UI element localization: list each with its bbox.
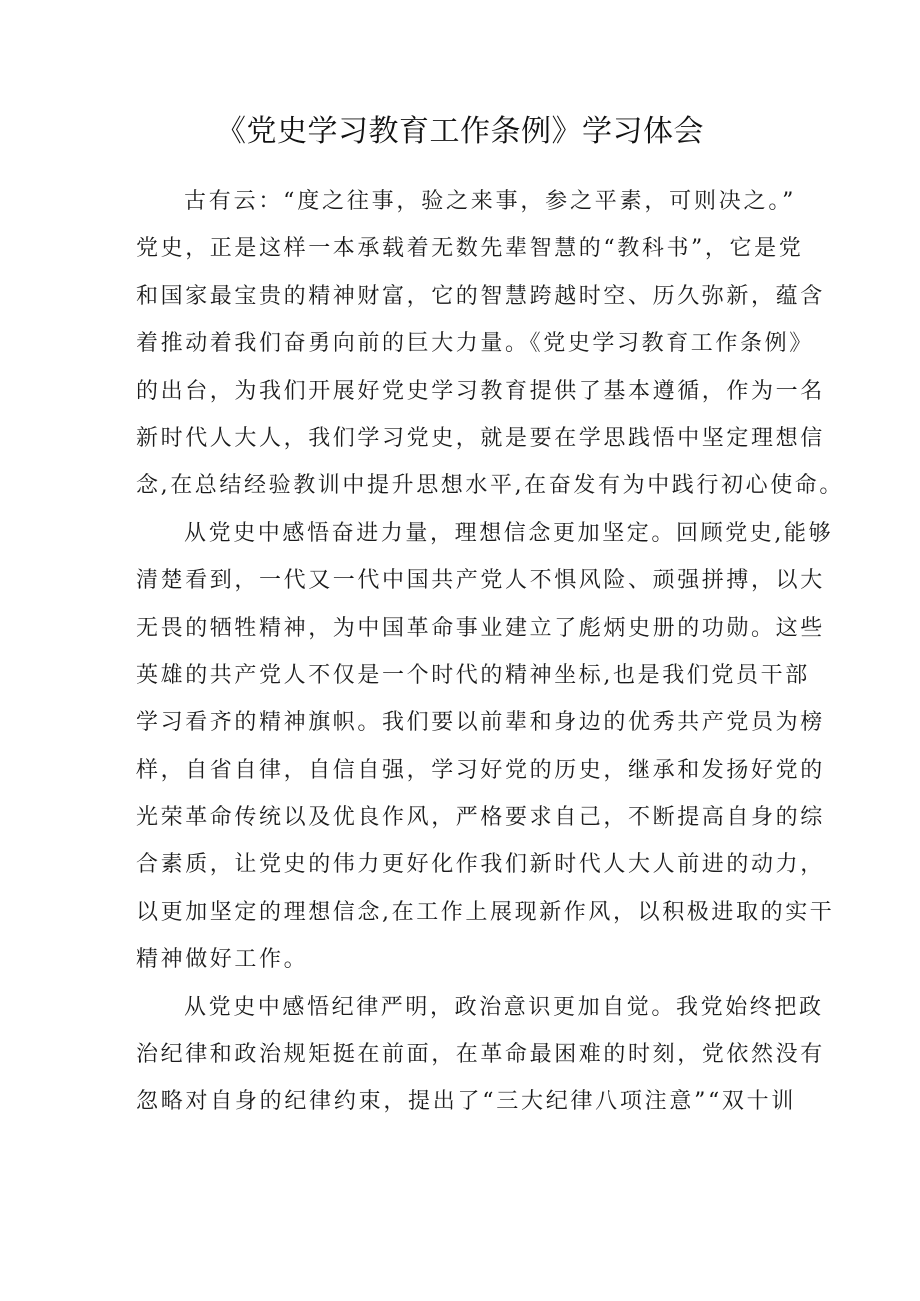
paragraph-2 bbox=[136, 510, 835, 984]
text-line: 党史，正是这样一本承载着无数先辈智慧的“教科书”，它是党 bbox=[136, 236, 804, 262]
document-title: 《党史学习教育工作条例》学习体会 bbox=[216, 114, 704, 149]
text-line: 治纪律和政治规矩挺在前面，在革命最困难的时刻，党依然没有 bbox=[136, 1042, 825, 1068]
text-line: 从党史中感悟纪律严明，政治意识更加自觉。我党始终把政 bbox=[184, 994, 824, 1020]
text-line: 清楚看到，一代又一代中国共产党人不惧风险、顽强拼搏，以大 bbox=[136, 568, 825, 594]
text-line: 样，自省自律，自信自强，学习好党的历史，继承和发扬好党的 bbox=[136, 757, 825, 783]
text-line: 从党史中感悟奋进力量，理想信念更加坚定。回顾党史,能够 bbox=[184, 520, 834, 546]
text-line: 合素质，让党史的伟力更好化作我们新时代人大人前进的动力， bbox=[136, 852, 825, 878]
text-line: 着推动着我们奋勇向前的巨大力量。《党史学习教育工作条例》 bbox=[136, 331, 814, 357]
text-line: 无畏的牺牲精神，为中国革命事业建立了彪炳史册的功勋。这些 bbox=[136, 615, 825, 641]
text-line: 的出台，为我们开展好党史学习教育提供了基本遵循，作为一名 bbox=[136, 378, 825, 404]
text-line: 新时代人大人，我们学习党史，就是要在学思践悟中坚定理想信 bbox=[136, 425, 825, 451]
text-line: 念,在总结经验教训中提升思想水平,在奋发有为中践行初心使命。 bbox=[136, 473, 844, 499]
paragraph-3 bbox=[136, 984, 825, 1126]
text-line: 古有云：“度之往事，验之来事，参之平素，可则决之。” bbox=[184, 189, 796, 214]
text-line: 精神做好工作。 bbox=[136, 947, 309, 973]
text-line: 学习看齐的精神旗帜。我们要以前辈和身边的优秀共产党员为榜 bbox=[136, 710, 825, 736]
text-line: 光荣革命传统以及优良作风，严格要求自己，不断提高自身的综 bbox=[136, 805, 825, 831]
text-line: 英雄的共产党人不仅是一个时代的精神坐标,也是我们党员干部 bbox=[136, 662, 810, 688]
paragraph-1 bbox=[136, 178, 844, 510]
text-line: 以更加坚定的理想信念,在工作上展现新作风，以积极进取的实干 bbox=[136, 899, 835, 925]
text-line: 忽略对自身的纪律约束，提出了“三大纪律八项注意”“双十训 bbox=[136, 1089, 796, 1115]
document-body bbox=[136, 178, 844, 1126]
text-line: 和国家最宝贵的精神财富，它的智慧跨越时空、历久弥新，蕴含 bbox=[136, 283, 825, 309]
